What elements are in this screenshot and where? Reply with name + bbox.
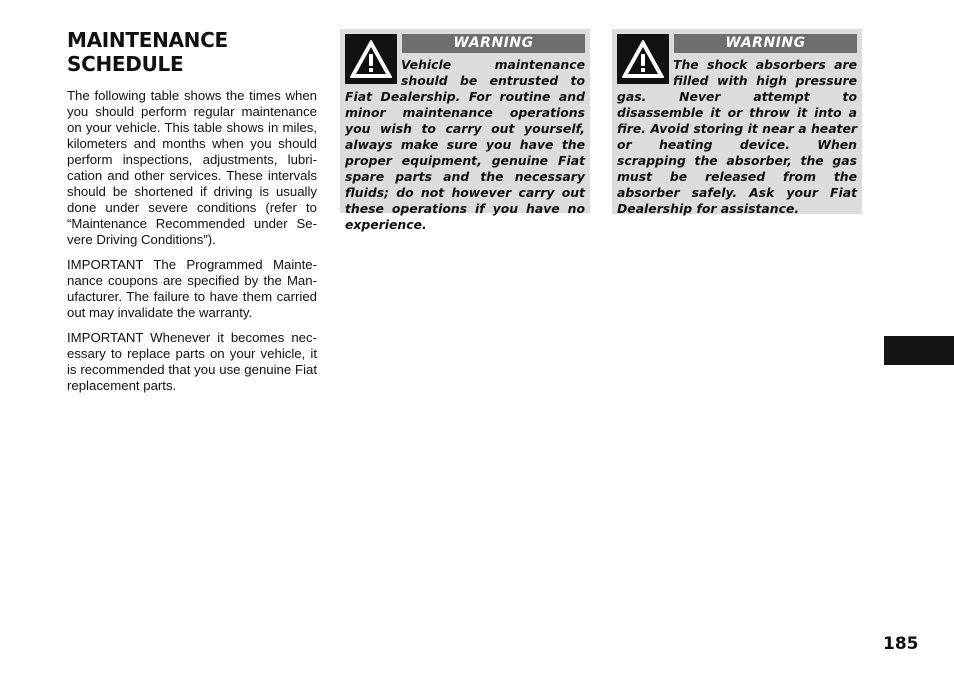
important-coupons-paragraph: IMPORTANT The Programmed Maintenance coupons are specified by the Manufacturer. The failure to have them carried out may invalidate the warranty.	[67, 257, 317, 320]
warning-text: Vehicle maintenance should be entrusted to Fiat Dealership. For routine and minor maintenance operations you wish to carry out yourself, always make sure you have the proper equipment, genuine Fiat spare parts and the necessary fluids; do not however carry out these operations if you have no experience.	[345, 57, 585, 232]
warning-triangle-icon	[617, 34, 669, 84]
section-tab-marker	[884, 336, 954, 365]
important-parts-paragraph: IMPORTANT Whenever it becomes necessary to replace parts on your vehicle, it is recommended that you use genuine Fiat replacement parts.	[67, 330, 317, 393]
page-number: 185	[883, 634, 919, 654]
warning-box-maintenance	[340, 29, 590, 232]
warning-text: The shock absorbers are filled with high pressure gas. Never attempt to disassemble it or throw it into a fire. Avoid storing it near a heater or heating device. When scrapping the absorber, the gas must be released from the absorber safely. Ask your Fiat Dealership for assistance.	[617, 57, 857, 216]
page-title-line-1: MAINTENANCE	[67, 28, 228, 52]
warning-label: WARNING	[674, 34, 857, 53]
page-title	[67, 28, 317, 76]
page-title-line-2: SCHEDULE	[67, 52, 184, 76]
warning-label: WARNING	[402, 34, 585, 53]
left-column	[67, 28, 317, 403]
warning-triangle-icon	[345, 34, 397, 84]
warning-box-shock-absorbers	[612, 29, 862, 214]
intro-paragraph: The following table shows the times when you should perform regular maintenance on your vehicle. This table shows in miles, kilometers and months when you should perform inspections, adjustments, lubrication and other services. These intervals should be shortened if driving is usually done under severe conditions (refer to “Maintenance Recommended under Severe Driving Conditions”).	[67, 88, 317, 247]
